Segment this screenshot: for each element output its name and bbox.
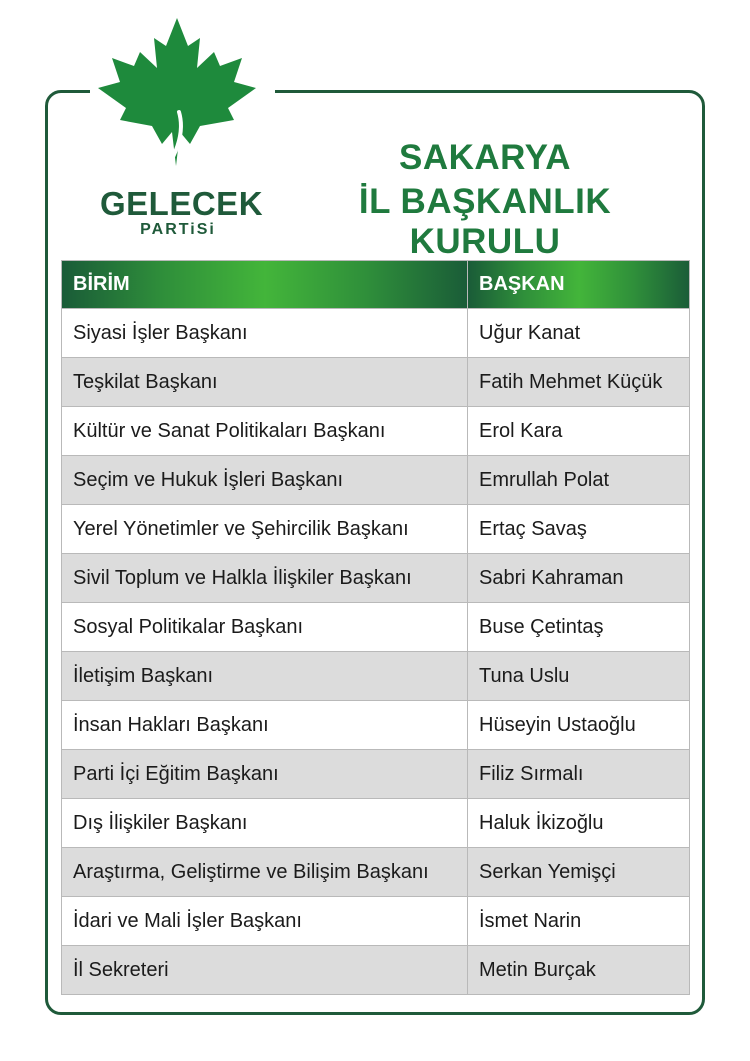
unit-cell: Sosyal Politikalar Başkanı bbox=[62, 603, 468, 652]
table-row bbox=[62, 897, 690, 946]
board-table bbox=[61, 260, 690, 995]
chair-cell: Emrullah Polat bbox=[468, 456, 690, 505]
table-row bbox=[62, 456, 690, 505]
chair-cell: Ertaç Savaş bbox=[468, 505, 690, 554]
chair-cell: Fatih Mehmet Küçük bbox=[468, 358, 690, 407]
unit-cell: Araştırma, Geliştirme ve Bilişim Başkanı bbox=[62, 848, 468, 897]
chair-cell: Filiz Sırmalı bbox=[468, 750, 690, 799]
table-row bbox=[62, 701, 690, 750]
unit-cell: Parti İçi Eğitim Başkanı bbox=[62, 750, 468, 799]
unit-cell: Dış İlişkiler Başkanı bbox=[62, 799, 468, 848]
chair-cell: Uğur Kanat bbox=[468, 309, 690, 358]
title-board: İL BAŞKANLIK KURULU bbox=[358, 182, 612, 261]
chair-cell: Erol Kara bbox=[468, 407, 690, 456]
chair-cell: Serkan Yemişçi bbox=[468, 848, 690, 897]
table-row bbox=[62, 848, 690, 897]
unit-cell: İdari ve Mali İşler Başkanı bbox=[62, 897, 468, 946]
table-row bbox=[62, 946, 690, 995]
unit-cell: Kültür ve Sanat Politikaları Başkanı bbox=[62, 407, 468, 456]
header-unit: BİRİM bbox=[62, 261, 468, 309]
logo-subtitle: PARTiSi bbox=[140, 221, 216, 238]
chair-cell: Hüseyin Ustaoğlu bbox=[468, 701, 690, 750]
table-row bbox=[62, 309, 690, 358]
table-row bbox=[62, 505, 690, 554]
table-row bbox=[62, 407, 690, 456]
unit-cell: Siyasi İşler Başkanı bbox=[62, 309, 468, 358]
table-row bbox=[62, 750, 690, 799]
maple-leaf-icon bbox=[96, 16, 258, 184]
title-city: SAKARYA bbox=[398, 138, 572, 177]
unit-cell: İletişim Başkanı bbox=[62, 652, 468, 701]
chair-cell: Tuna Uslu bbox=[468, 652, 690, 701]
unit-cell: Seçim ve Hukuk İşleri Başkanı bbox=[62, 456, 468, 505]
table-header-row bbox=[62, 261, 690, 309]
unit-cell: İl Sekreteri bbox=[62, 946, 468, 995]
unit-cell: Sivil Toplum ve Halkla İlişkiler Başkanı bbox=[62, 554, 468, 603]
table-row bbox=[62, 358, 690, 407]
chair-cell: İsmet Narin bbox=[468, 897, 690, 946]
table-row bbox=[62, 554, 690, 603]
logo-wordmark: GELECEK bbox=[100, 185, 264, 222]
chair-cell: Metin Burçak bbox=[468, 946, 690, 995]
unit-cell: Teşkilat Başkanı bbox=[62, 358, 468, 407]
chair-cell: Buse Çetintaş bbox=[468, 603, 690, 652]
unit-cell: Yerel Yönetimler ve Şehircilik Başkanı bbox=[62, 505, 468, 554]
header-chair: BAŞKAN bbox=[468, 261, 690, 309]
table-row bbox=[62, 652, 690, 701]
chair-cell: Haluk İkizoğlu bbox=[468, 799, 690, 848]
table-row bbox=[62, 799, 690, 848]
chair-cell: Sabri Kahraman bbox=[468, 554, 690, 603]
unit-cell: İnsan Hakları Başkanı bbox=[62, 701, 468, 750]
table-row bbox=[62, 603, 690, 652]
